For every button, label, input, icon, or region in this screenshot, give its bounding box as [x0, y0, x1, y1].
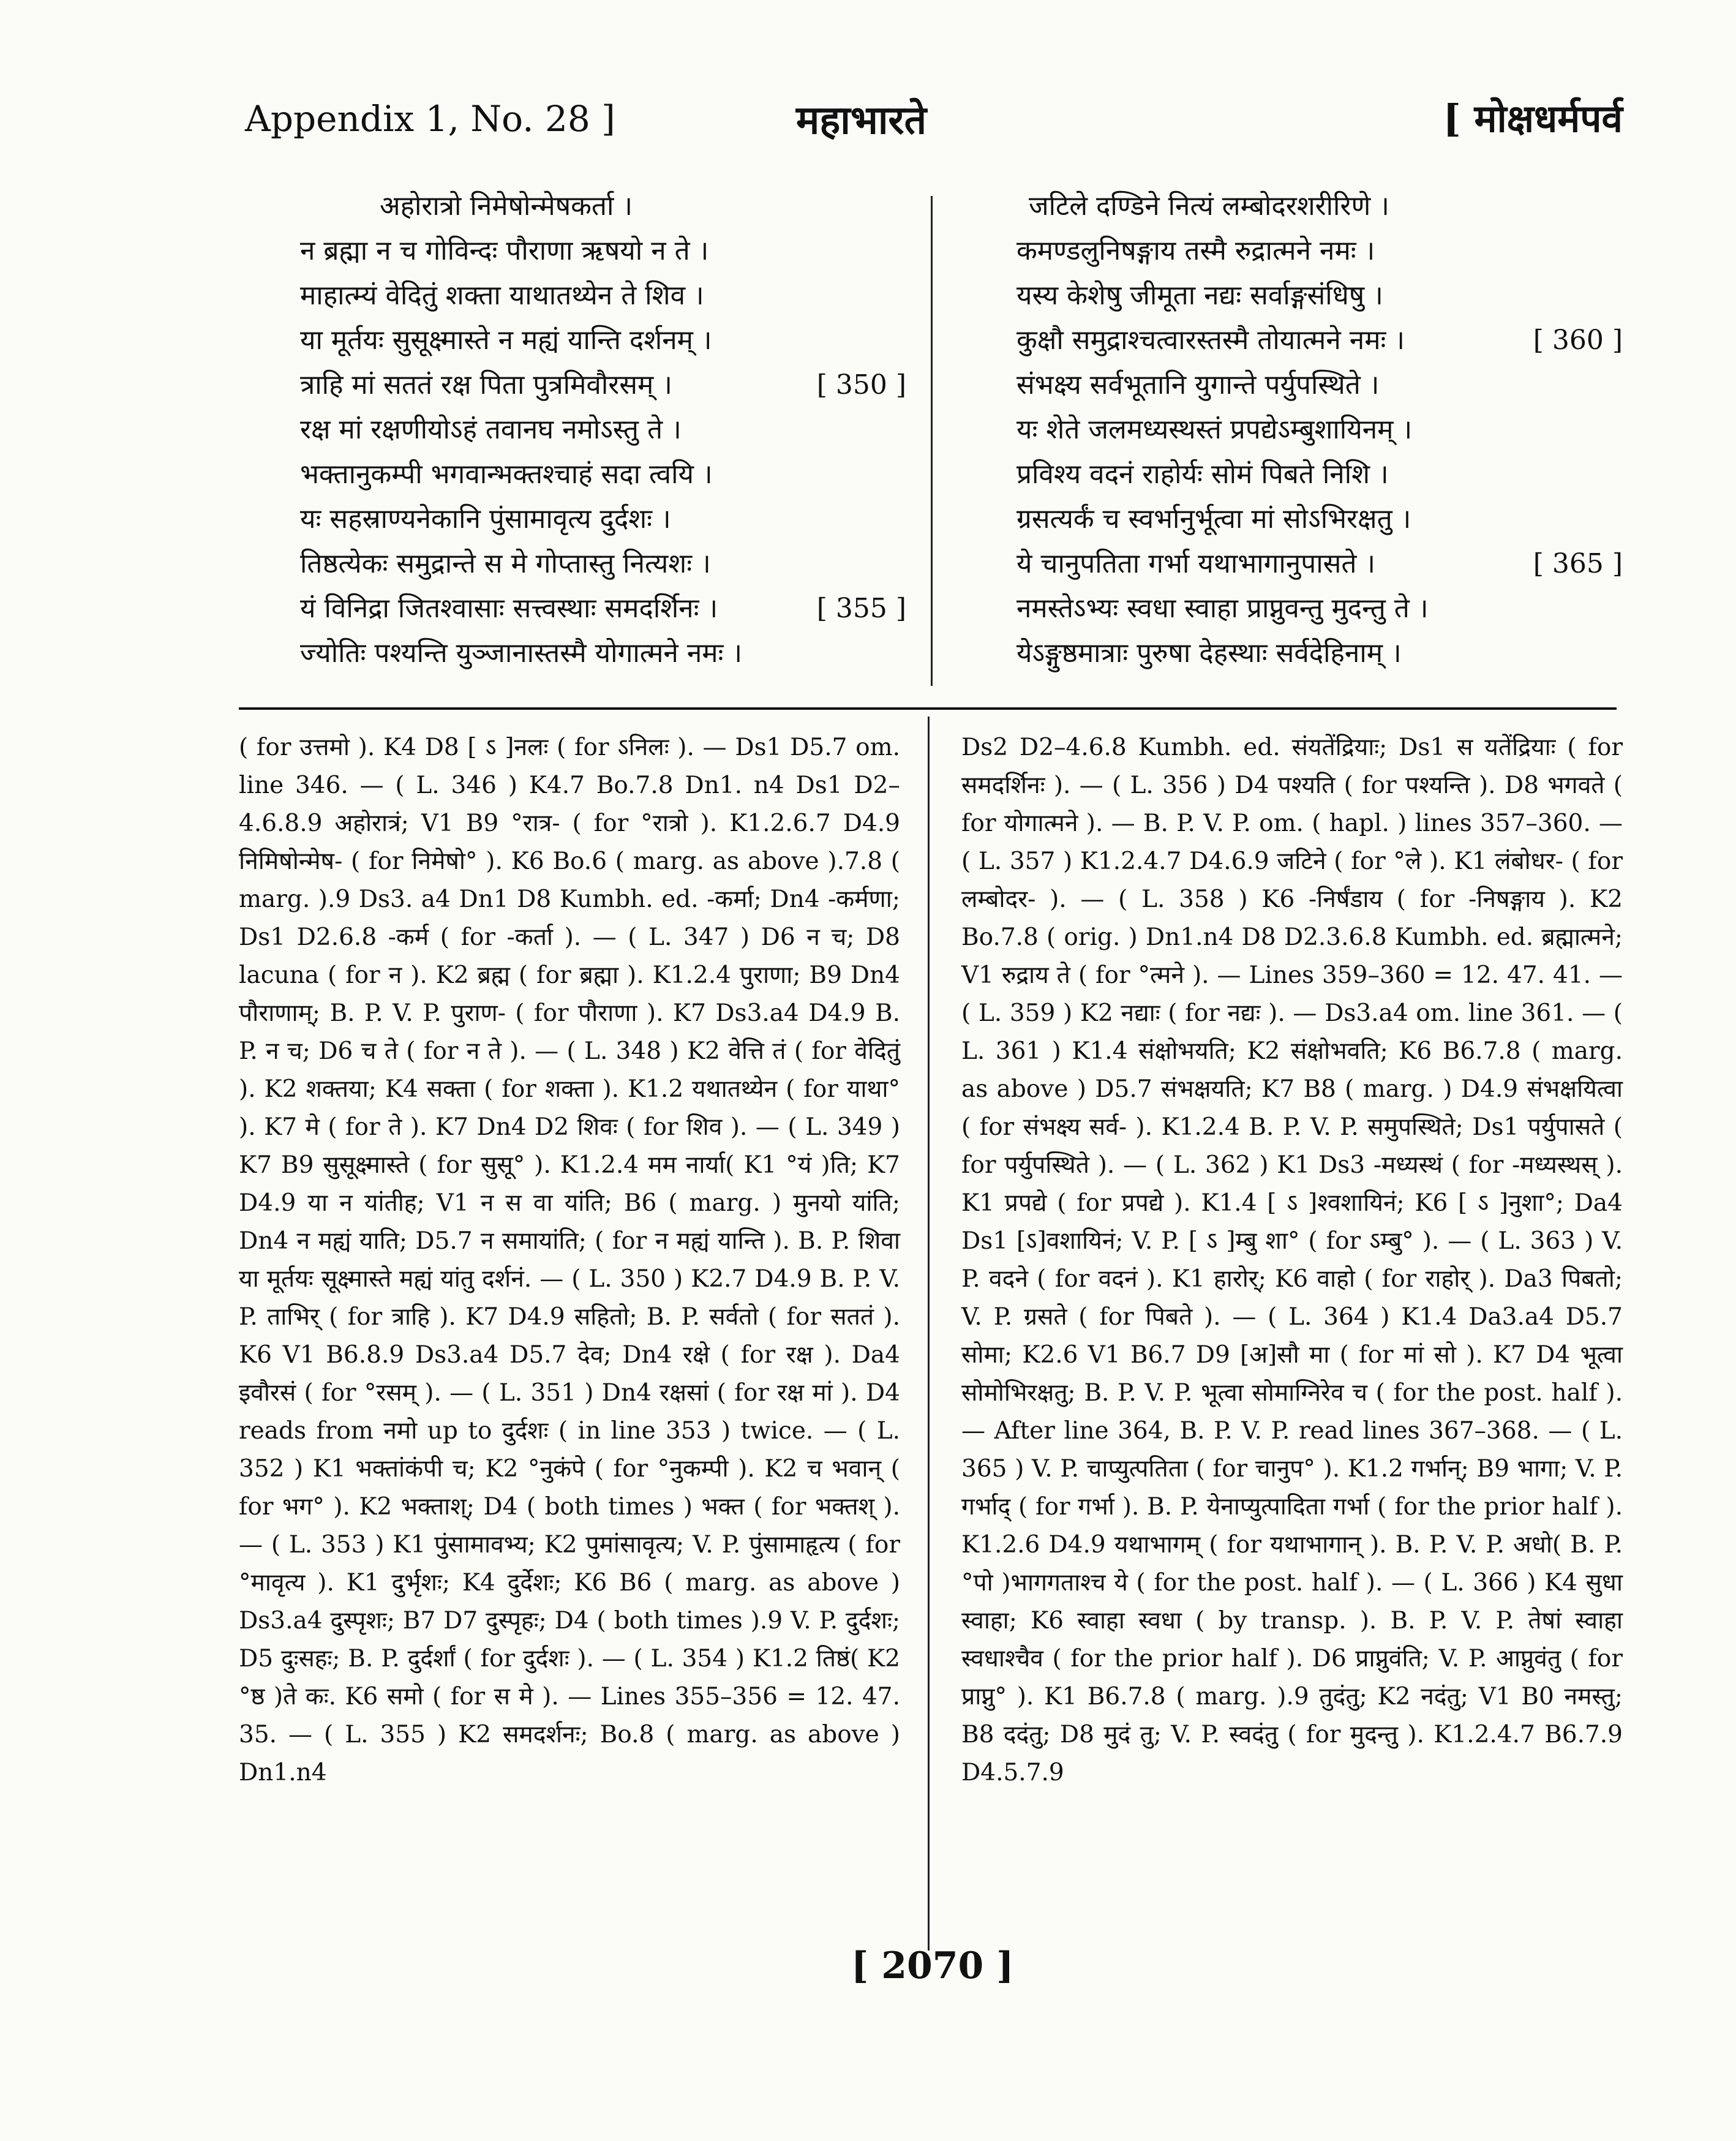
verse-line: कमण्डलुनिषङ्गाय तस्मै रुद्रात्मने नमः । — [1016, 235, 1375, 266]
verse-line: जटिले दण्डिने नित्यं लम्बोदरशरीरिणे । — [1029, 190, 1389, 222]
verse-line: नमस्तेऽभ्यः स्वधा स्वाहा प्राप्नुवन्तु मुदन्तु ते । — [1016, 593, 1429, 624]
verse-line: येऽङ्गुष्ठमात्राः पुरुषा देहस्थाः सर्वदेहिनाम् । — [1016, 638, 1402, 669]
verse-line: यस्य केशेषु जीमूता नद्यः सर्वाङ्गसंधिषु । — [1016, 280, 1383, 311]
notes-column-divider — [928, 717, 930, 1951]
verse-line: त्राहि मां सततं रक्ष पिता पुत्रमिवौरसम् । [ 350 ] — [300, 363, 906, 407]
verse-line: न ब्रह्मा न च गोविन्दः पौराणा ऋषयो न ते । — [300, 235, 709, 266]
verse-line: यः सहस्राण्यनेकानि पुंसामावृत्य दुर्दशः । — [300, 503, 671, 535]
page-number: [ 2070 ] — [851, 1944, 1014, 1987]
verse-line: माहात्म्यं वेदितुं शक्ता याथातथ्येन ते शिव । — [300, 280, 704, 311]
verse-line: ये चानुपतिता गर्भा यथाभागानुपासते । [ 365 ] — [1016, 541, 1623, 586]
critical-apparatus-left — [239, 729, 900, 1792]
page-header — [245, 92, 1623, 159]
verse-column-right — [1016, 184, 1623, 675]
verse-line: भक्तानुकम्पी भगवान्भक्तश्चाहं सदा त्वयि । — [300, 459, 713, 490]
verse-number: [ 360 ] — [1533, 325, 1623, 356]
appendix-label: Appendix 1, No. 28 ] — [245, 98, 615, 140]
verse-line: यं विनिद्रा जितश्वासाः सत्त्वस्थाः समदर्शिनः । [ 355 ] — [300, 586, 906, 631]
horizontal-rule — [239, 707, 1617, 710]
apparatus-text: Ds2 D2–4.6.8 Kumbh. ed. संयतेंद्रियाः; Ds1 स यतेंद्रियाः ( for समदर्शिनः ). — ( L. 356 ) D4 पश्यति ( for पश्यन्ति ). D8 भगवते ( for योगात्मने ). — B. P. V. P. om. ( hapl. ) lines 357–360. — ( L. 357 ) K1.2.4.7 D4.6.9 जटिने ( for °ले ). K1 लंबोधर- ( for लम्बोदर- ). — ( L. 358 ) K6 -निर्षंडाय ( for -निषङ्गाय ). K2 Bo.7.8 ( orig. ) Dn1.n4 D8 D2.3.6.8 Kumbh. ed. ब्रह्मात्मने; V1 रुद्राय ते ( for °त्मने ). — Lines 359–360 = 12. 47. 41. — ( L. 359 ) K2 नद्याः ( for नद्यः ). — Ds3.a4 om. line 361. — ( L. 361 ) K1.4 संक्षोभयति; K2 संक्षोभवति; K6 B6.7.8 ( marg. as above ) D5.7 संभक्षयति; K7 B8 ( marg. ) D4.9 संभक्षयित्वा ( for संभक्ष्य सर्व- ). K1.2.4 B. P. V. P. समुपस्थिते; Ds1 पर्युपासते ( for पर्युपस्थिते ). — ( L. 362 ) K1 Ds3 -मध्यस्थं ( for -मध्यस्थस् ). K1 प्रपद्ये ( for प्रपद्ये ). K1.4 [ ऽ ]श्वशायिनं; K6 [ ऽ ]नुशा°; Da4 Ds1 [ऽ]वशायिनं; V. P. [ ऽ ]म्बु शा° ( for ऽम्बु° ). — ( L. 363 ) V. P. वदने ( for वदनं ). K1 हारोर्; K6 वाहो ( for राहोर् ). Da3 पिबतो; V. P. ग्रसते ( for पिबते ). — ( L. 364 ) K1.4 Da3.a4 D5.7 सोमा; K2.6 V1 B6.7 D9 [अ]सौ मा ( for मां सो ). K7 D4 भूत्वा सोमोभिरक्षतु; B. P. V. P. भूत्वा सोमाग्निरेव च ( for the post. half ). — After line 364, B. P. V. P. read lines 367–368. — ( L. 365 ) V. P. चाप्युत्पतिता ( for चानुप° ). K1.2 गर्भान्; B9 भागा; V. P. गर्भाद् ( for गर्भा ). B. P. येनाप्युत्पादिता गर्भा ( for the prior half ). K1.2.6 D4.9 यथाभागम् ( for यथाभागान् ). B. P. V. P. अधो( B. P. °पो )भागगताश्च ये ( for the post. half ). — ( L. 366 ) K4 सुधा स्वाहा; K6 स्वाहा स्वधा ( by transp. ). B. P. V. P. तेषां स्वाहा स्वधाश्चैव ( for the prior half ). D6 प्राप्नुवंति; V. P. आप्नुवंतु ( for प्राप्नु° ). K1 B6.7.8 ( marg. ).9 तुदंतु; K2 नदंतु; V1 B0 नमस्तु; B8 ददंतु; D8 मुदं तु; V. P. स्वदंतु ( for मुदन्तु ). K1.2.4.7 B6.7.9 D4.5.7.9 — [961, 734, 1623, 1786]
verse-line: यः शेते जलमध्यस्थस्तं प्रपद्येऽम्बुशायिनम् । — [1016, 414, 1413, 445]
verse-number: [ 365 ] — [1533, 548, 1623, 579]
verse-line: तिष्ठत्येकः समुद्रान्ते स मे गोप्तास्तु नित्यशः । — [300, 548, 711, 579]
verse-line: ग्रसत्यर्कं च स्वर्भानुर्भूत्वा मां सोऽभिरक्षतु । — [1016, 503, 1411, 535]
verse-line: संभक्ष्य सर्वभूतानि युगान्ते पर्युपस्थिते । — [1016, 369, 1380, 401]
critical-apparatus-right — [961, 729, 1623, 1792]
verse-line: कुक्षौ समुद्राश्चत्वारस्तस्मै तोयात्मने नमः । [ 360 ] — [1016, 318, 1623, 363]
verse-number: [ 355 ] — [816, 593, 906, 624]
book-title: महाभारते — [796, 97, 927, 143]
verse-line: रक्ष मां रक्षणीयोऽहं तवानघ नमोऽस्तु ते । — [300, 414, 682, 445]
section-title: [ मोक्षधर्मपर्व — [1443, 96, 1623, 141]
apparatus-text: ( for उत्तमो ). K4 D8 [ ऽ ]नलः ( for ऽनिलः ). — Ds1 D5.7 om. line 346. — ( L. 346 ) K4.7 Bo.7.8 Dn1. n4 Ds1 D2–4.6.8.9 अहोरात्रं; V1 B9 °रात्र- ( for °रात्रो ). K1.2.6.7 D4.9 निमिषोन्मेष- ( for निमेषो° ). K6 Bo.6 ( marg. as above ).7.8 ( marg. ).9 Ds3. a4 Dn1 D8 Kumbh. ed. -कर्मा; Dn4 -कर्मणा; Ds1 D2.6.8 -कर्म ( for -कर्ता ). — ( L. 347 ) D6 न च; D8 lacuna ( for न ). K2 ब्रह्म ( for ब्रह्मा ). K1.2.4 पुराणा; B9 Dn4 पौराणाम्; B. P. V. P. पुराण- ( for पौराणा ). K7 Ds3.a4 D4.9 B. P. न च; D6 च ते ( for न ते ). — ( L. 348 ) K2 वेत्ति तं ( for वेदितुं ). K2 शक्तया; K4 सक्ता ( for शक्ता ). K1.2 यथातथ्येन ( for याथा° ). K7 मे ( for ते ). K7 Dn4 D2 शिवः ( for शिव ). — ( L. 349 ) K7 B9 सुसूक्ष्मास्ते ( for सुसू° ). K1.2.4 मम नार्या( K1 °यं )ति; K7 D4.9 या न यांतीह; V1 न स वा यांति; B6 ( marg. ) मुनयो यांति; Dn4 न मह्यं याति; D5.7 न समायांति; ( for न मह्यं यान्ति ). B. P. शिवा या मूर्तयः सूक्ष्मास्ते मह्यं यांतु दर्शनं. — ( L. 350 ) K2.7 D4.9 B. P. V. P. ताभिर् ( for त्राहि ). K7 D4.9 सहितो; B. P. सर्वतो ( for सततं ). K6 V1 B6.8.9 Ds3.a4 D5.7 देव; Dn4 रक्षे ( for रक्ष ). Da4 इवौरसं ( for °रसम् ). — ( L. 351 ) Dn4 रक्षसां ( for रक्ष मां ). D4 reads from नमो up to दुर्दशः ( in line 353 ) twice. — ( L. 352 ) K1 भक्तांकंपी च; K2 °नुकंपे ( for °नुकम्पी ). K2 च भवान् ( for भग° ). K2 भक्ताश्; D4 ( both times ) भक्त ( for भक्तश् ). — ( L. 353 ) K1 पुंसामावभ्य; K2 पुमांसावृत्य; V. P. पुंसामाहृत्य ( for °मावृत्य ). K1 दुर्भृशः; K4 दुर्देशः; K6 B6 ( marg. as above ) Ds3.a4 दुस्पृशः; B7 D7 दुस्पृहः; D4 ( both times ).9 V. P. दुर्दशः; D5 दुःसहः; B. P. दुर्दर्शां ( for दुर्दशः ). — ( L. 354 ) K1.2 तिष्ठं( K2 °ष्ठ )ते कः. K6 समो ( for स मे ). — Lines 355–356 = 12. 47. 35. — ( L. 355 ) K2 समदर्शनः; Bo.8 ( marg. as above ) Dn1.n4 — [239, 734, 900, 1786]
verse-column-left — [300, 184, 906, 675]
verse-line: ज्योतिः पश्यन्ति युञ्जानास्तस्मै योगात्मने नमः । — [300, 638, 743, 669]
verse-line: प्रविश्य वदनं राहोर्यः सोमं पिबते निशि । — [1016, 459, 1389, 490]
verse-line: या मूर्तयः सुसूक्ष्मास्ते न मह्यं यान्ति दर्शनम् । — [300, 325, 712, 356]
column-divider — [931, 196, 933, 686]
verse-number: [ 350 ] — [816, 369, 906, 401]
verse-line: अहोरात्रो निमेषोन्मेषकर्ता । — [380, 190, 633, 222]
